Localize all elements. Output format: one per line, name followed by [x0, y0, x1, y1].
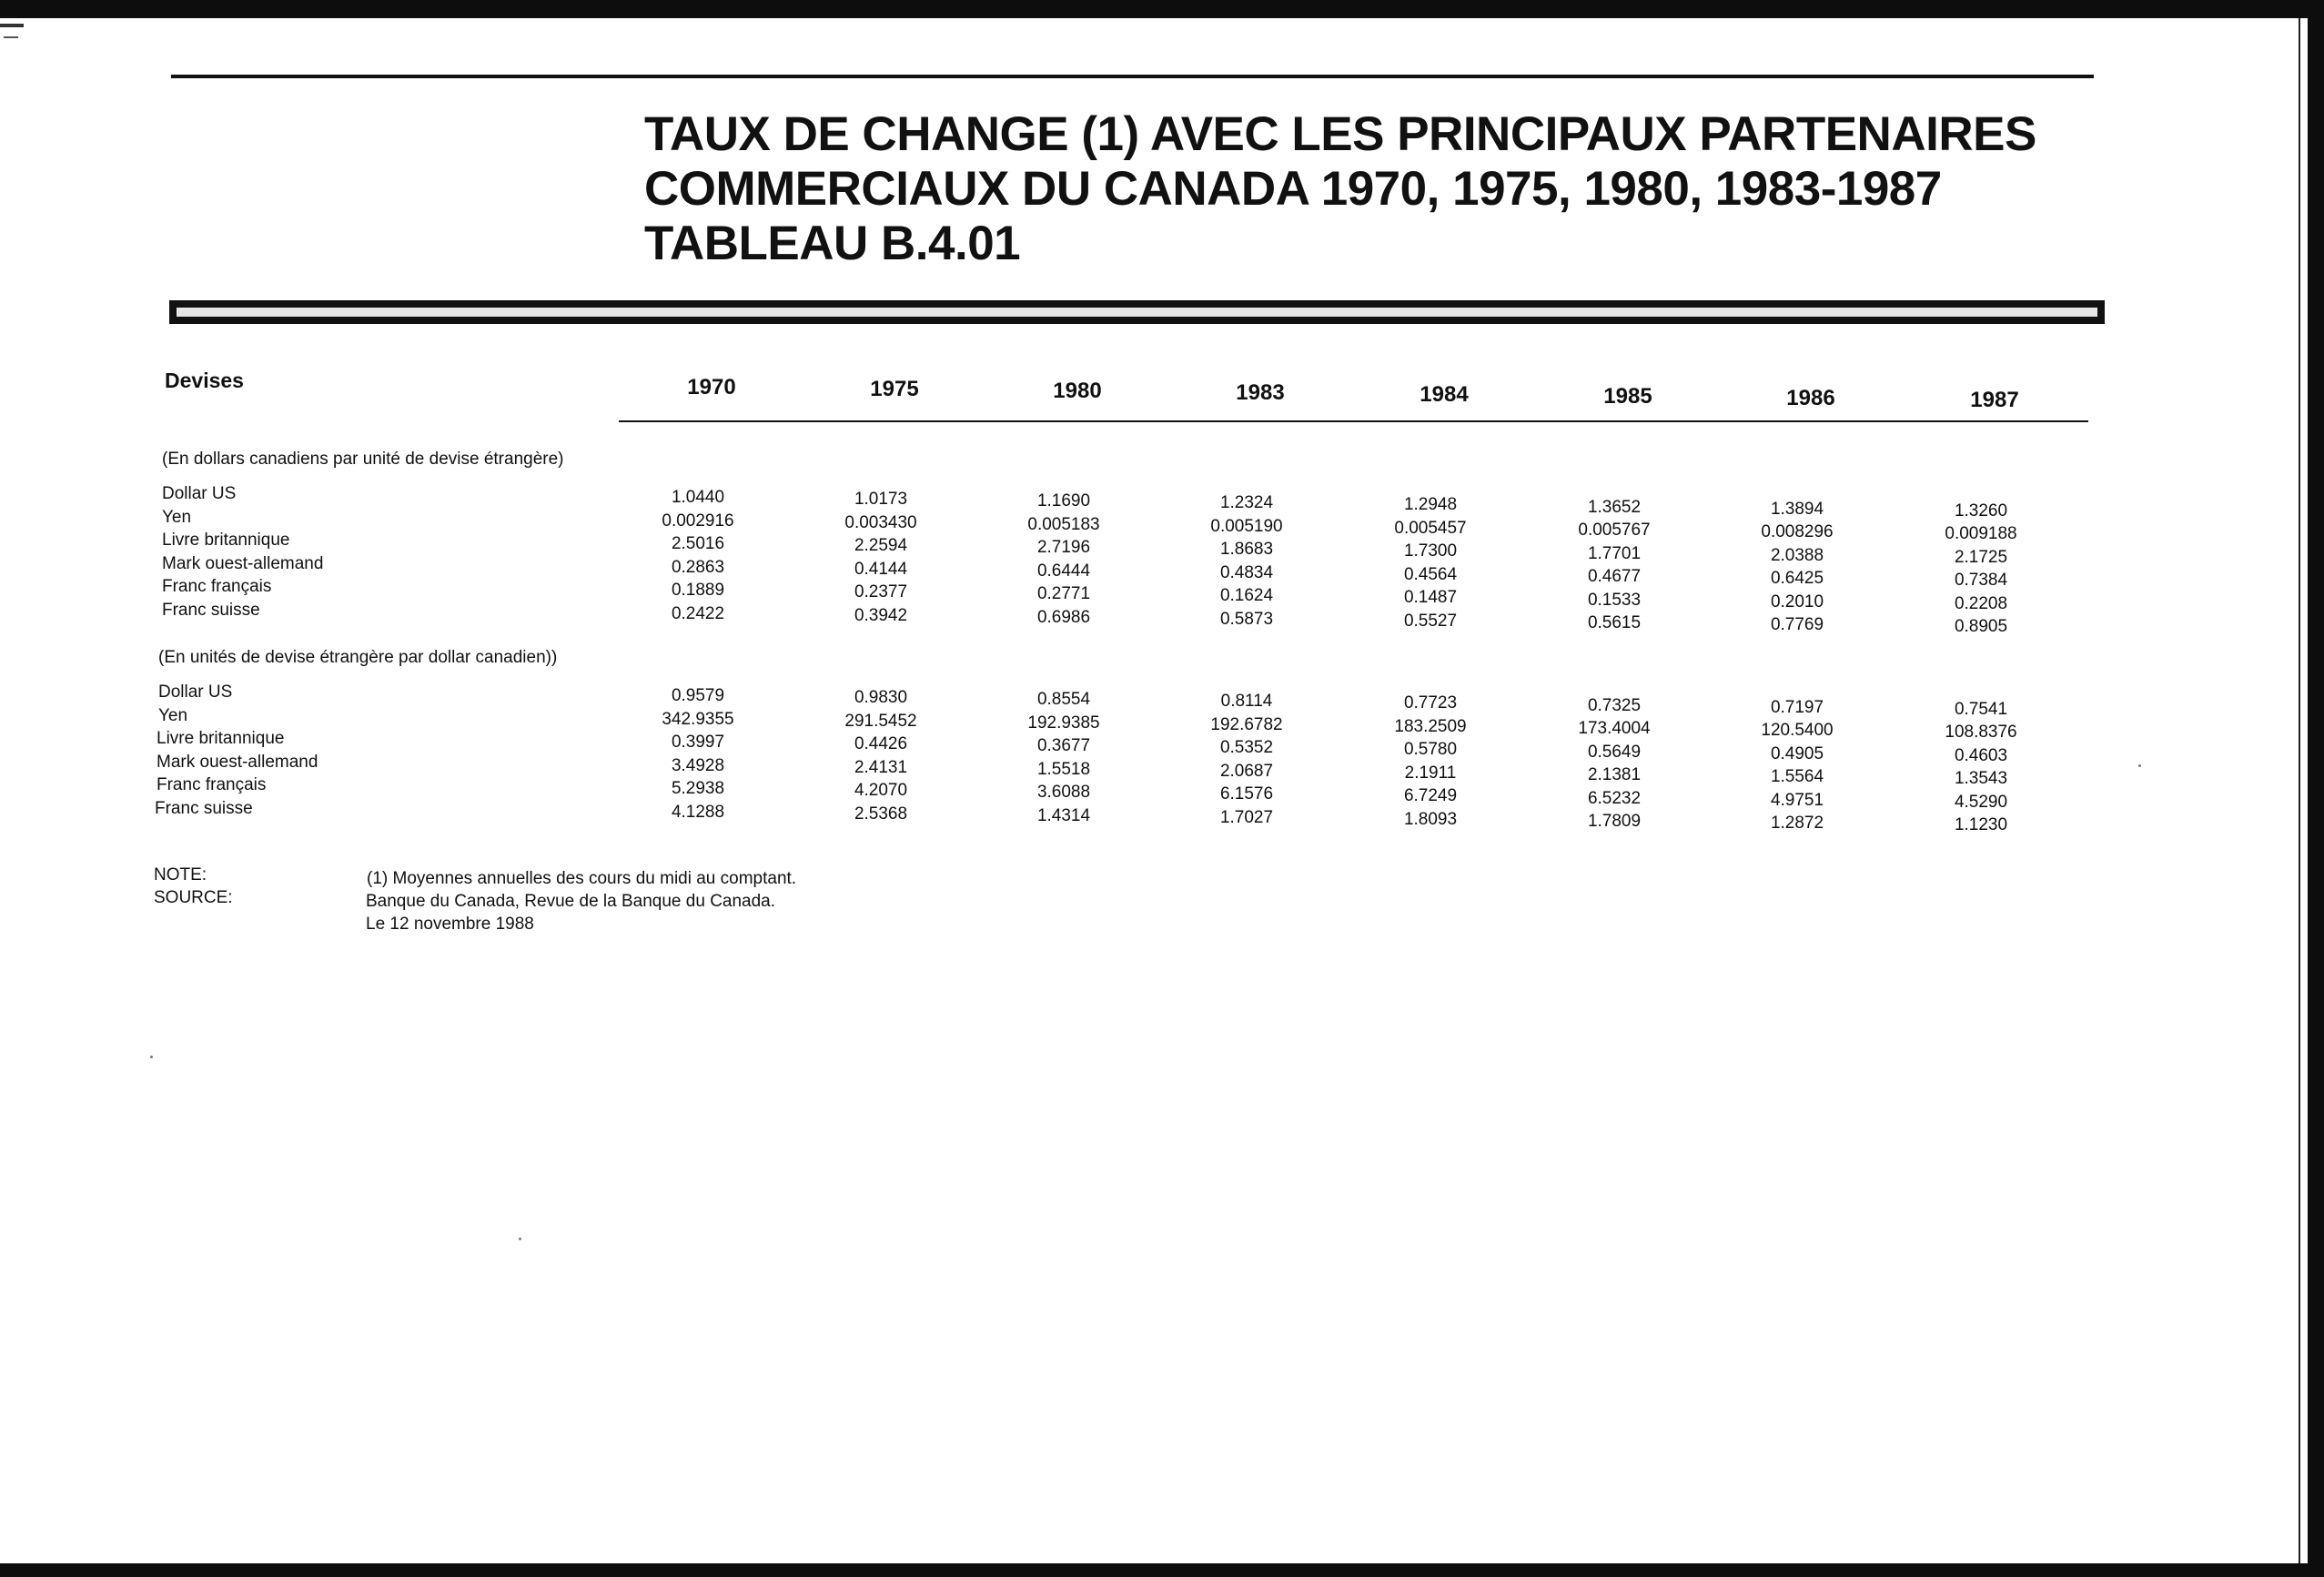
scan-corner-mark — [4, 36, 18, 38]
rate-cell: 0.4603 — [1954, 745, 2008, 765]
title-line-1: TAUX DE CHANGE (1) AVEC LES PRINCIPAUX PARTENAIRES — [644, 107, 2036, 161]
rate-cell: 0.3677 — [1036, 736, 1091, 756]
rate-cell: 0.005183 — [1027, 514, 1100, 534]
rate-cell: 0.7541 — [1954, 699, 2008, 719]
rate-cell: 0.8114 — [1220, 692, 1273, 712]
title-line-2: COMMERCIAUX DU CANADA 1970, 1975, 1980, 1983-1987 — [644, 162, 1942, 216]
rate-cell: 0.2377 — [854, 582, 908, 602]
rate-cell: 6.7249 — [1403, 786, 1458, 806]
rate-cell: 0.005457 — [1394, 518, 1467, 538]
rate-cell: 192.9385 — [1027, 713, 1100, 733]
currency-label: Mark ouest-allemand — [157, 752, 318, 772]
rate-cell: 5.2938 — [671, 779, 725, 798]
rate-cell: 1.3894 — [1770, 499, 1824, 519]
rate-cell: 0.8905 — [1954, 617, 2008, 637]
rate-cell: 0.003430 — [844, 512, 917, 532]
scan-speck — [2138, 764, 2141, 767]
rate-cell: 342.9355 — [662, 709, 734, 729]
rate-cell: 0.4426 — [854, 734, 908, 754]
rate-cell: 0.5780 — [1403, 740, 1458, 760]
rate-cell: 0.3997 — [671, 733, 725, 752]
rate-cell: 1.3543 — [1954, 769, 2008, 789]
rate-cell: 1.7027 — [1219, 807, 1274, 827]
rate-cell: 1.2872 — [1770, 814, 1824, 834]
rate-cell: 2.7196 — [1036, 538, 1091, 558]
rate-cell: 0.9830 — [854, 688, 908, 708]
note-text: (1) Moyennes annuelles des cours du midi au comptant. — [367, 869, 797, 888]
rate-cell: 1.8093 — [1403, 809, 1458, 829]
rate-cell: 0.7723 — [1403, 693, 1458, 713]
currency-label: Franc suisse — [155, 798, 253, 818]
rate-cell: 0.002916 — [662, 511, 734, 531]
year-header-1970: 1970 — [687, 375, 736, 399]
rate-cell: 1.3260 — [1954, 500, 2008, 521]
scan-speck — [150, 1056, 153, 1058]
rate-cell: 0.005190 — [1210, 516, 1283, 536]
rate-cell: 6.5232 — [1587, 788, 1642, 808]
rate-cell: 0.1533 — [1587, 590, 1642, 610]
year-header-1980: 1980 — [1053, 379, 1102, 403]
rate-cell: 0.2863 — [671, 557, 725, 577]
source-text: Banque du Canada, Revue de la Banque du Canada. — [366, 892, 776, 911]
currency-label: Franc suisse — [162, 600, 260, 620]
rate-cell: 0.7197 — [1770, 697, 1824, 717]
section-label: (En dollars canadiens par unité de devise étrangère) — [162, 450, 564, 469]
header-rule — [619, 420, 2088, 422]
rate-cell: 2.1725 — [1954, 547, 2008, 567]
rate-cell: 1.0440 — [671, 488, 725, 507]
rate-cell: 0.4144 — [854, 559, 908, 579]
rate-cell: 0.005767 — [1578, 521, 1651, 540]
top-rule — [171, 75, 2094, 78]
rate-cell: 0.008296 — [1761, 522, 1834, 542]
rate-cell: 1.7809 — [1587, 812, 1642, 831]
year-header-1984: 1984 — [1420, 382, 1469, 407]
rate-cell: 4.9751 — [1770, 790, 1824, 810]
currency-label: Mark ouest-allemand — [162, 553, 324, 573]
rate-cell: 0.4834 — [1219, 562, 1274, 582]
rate-cell: 0.1487 — [1403, 588, 1458, 608]
rate-cell: 0.7384 — [1954, 571, 2008, 591]
scan-border-right — [2308, 0, 2324, 1577]
rate-cell: 1.4314 — [1036, 805, 1091, 825]
currency-label: Livre britannique — [157, 729, 285, 748]
rate-cell: 1.5564 — [1770, 767, 1824, 787]
rate-cell: 0.4905 — [1770, 743, 1824, 763]
year-header-1985: 1985 — [1603, 384, 1652, 409]
rate-cell: 0.8554 — [1036, 690, 1091, 710]
rate-cell: 291.5452 — [844, 711, 917, 731]
currency-label: Livre britannique — [162, 531, 290, 550]
scan-edge-line — [2299, 18, 2300, 1563]
rate-cell: 0.2208 — [1954, 593, 2008, 613]
rate-cell: 0.5352 — [1219, 738, 1274, 758]
scan-border-bottom — [0, 1563, 2324, 1577]
rate-cell: 0.6444 — [1036, 561, 1091, 581]
rate-cell: 0.6425 — [1770, 569, 1824, 589]
rate-cell: 0.4677 — [1587, 567, 1642, 586]
rate-cell: 0.1889 — [671, 581, 725, 600]
scan-speck — [519, 1238, 521, 1240]
currency-label: Yen — [158, 705, 188, 725]
rate-cell: 1.8683 — [1219, 540, 1274, 560]
section-label: (En unités de devise étrangère par dollar canadien)) — [158, 648, 558, 667]
rate-cell: 0.4564 — [1403, 564, 1458, 584]
rate-cell: 0.5649 — [1587, 742, 1642, 762]
rate-cell: 4.5290 — [1954, 792, 2008, 812]
currency-label: Franc français — [157, 775, 267, 794]
rate-cell: 1.7701 — [1587, 543, 1642, 563]
date-text: Le 12 novembre 1988 — [366, 915, 534, 934]
rate-cell: 0.2422 — [671, 603, 725, 623]
rate-cell: 0.009188 — [1945, 524, 2017, 544]
rate-cell: 1.1230 — [1954, 815, 2008, 835]
rate-cell: 0.3942 — [854, 605, 908, 625]
note-label: NOTE: — [154, 865, 207, 885]
rate-cell: 1.0173 — [854, 490, 908, 510]
rate-cell: 108.8376 — [1945, 723, 2017, 743]
rate-cell: 183.2509 — [1394, 716, 1467, 736]
rate-cell: 1.2324 — [1219, 493, 1274, 513]
currency-label: Franc français — [162, 577, 272, 596]
document-title — [644, 107, 2100, 271]
rate-cell: 1.1690 — [1036, 491, 1091, 511]
source-label: SOURCE: — [154, 888, 233, 907]
rate-cell: 2.0687 — [1219, 761, 1274, 781]
column-header-devises: Devises — [165, 369, 244, 392]
rate-cell: 173.4004 — [1578, 719, 1651, 738]
rate-cell: 0.9579 — [671, 686, 725, 705]
rate-cell: 192.6782 — [1210, 714, 1283, 734]
rate-cell: 0.7325 — [1587, 695, 1642, 715]
rate-cell: 2.4131 — [854, 757, 908, 777]
rate-cell: 4.2070 — [854, 781, 908, 801]
title-separator-bar — [169, 300, 2105, 324]
title-line-3: TABLEAU B.4.01 — [644, 217, 1021, 270]
rate-cell: 2.1911 — [1404, 763, 1457, 783]
scan-border-top — [0, 0, 2324, 18]
rate-cell: 0.5615 — [1587, 613, 1642, 632]
rate-cell: 2.1381 — [1587, 765, 1642, 784]
year-header-1987: 1987 — [1970, 388, 2019, 412]
rate-cell: 2.5016 — [671, 534, 725, 553]
currency-label: Dollar US — [158, 682, 233, 702]
rate-cell: 0.2010 — [1770, 591, 1824, 612]
rate-cell: 1.5518 — [1036, 759, 1091, 779]
scan-corner-mark — [0, 24, 24, 27]
rate-cell: 0.2771 — [1036, 584, 1091, 604]
year-header-1983: 1983 — [1236, 380, 1285, 405]
rate-cell: 2.5368 — [854, 804, 908, 824]
rate-cell: 0.1624 — [1219, 586, 1274, 606]
rate-cell: 1.7300 — [1403, 541, 1458, 561]
rate-cell: 120.5400 — [1761, 721, 1834, 741]
currency-label: Yen — [162, 507, 192, 527]
rate-cell: 0.5873 — [1219, 609, 1274, 629]
rate-cell: 1.3652 — [1587, 497, 1642, 517]
rate-cell: 2.0388 — [1770, 545, 1824, 565]
rate-cell: 0.6986 — [1036, 607, 1091, 627]
rate-cell: 2.2594 — [854, 536, 908, 556]
rate-cell: 3.6088 — [1036, 783, 1091, 803]
year-header-1986: 1986 — [1786, 386, 1835, 410]
rate-cell: 3.4928 — [671, 755, 725, 775]
rate-cell: 4.1288 — [671, 802, 725, 822]
rate-cell: 1.2948 — [1403, 495, 1458, 515]
year-header-1975: 1975 — [870, 377, 919, 401]
currency-label: Dollar US — [162, 484, 237, 503]
rate-cell: 6.1576 — [1219, 784, 1274, 804]
rate-cell: 0.7769 — [1770, 615, 1824, 635]
rate-cell: 0.5527 — [1403, 611, 1458, 631]
